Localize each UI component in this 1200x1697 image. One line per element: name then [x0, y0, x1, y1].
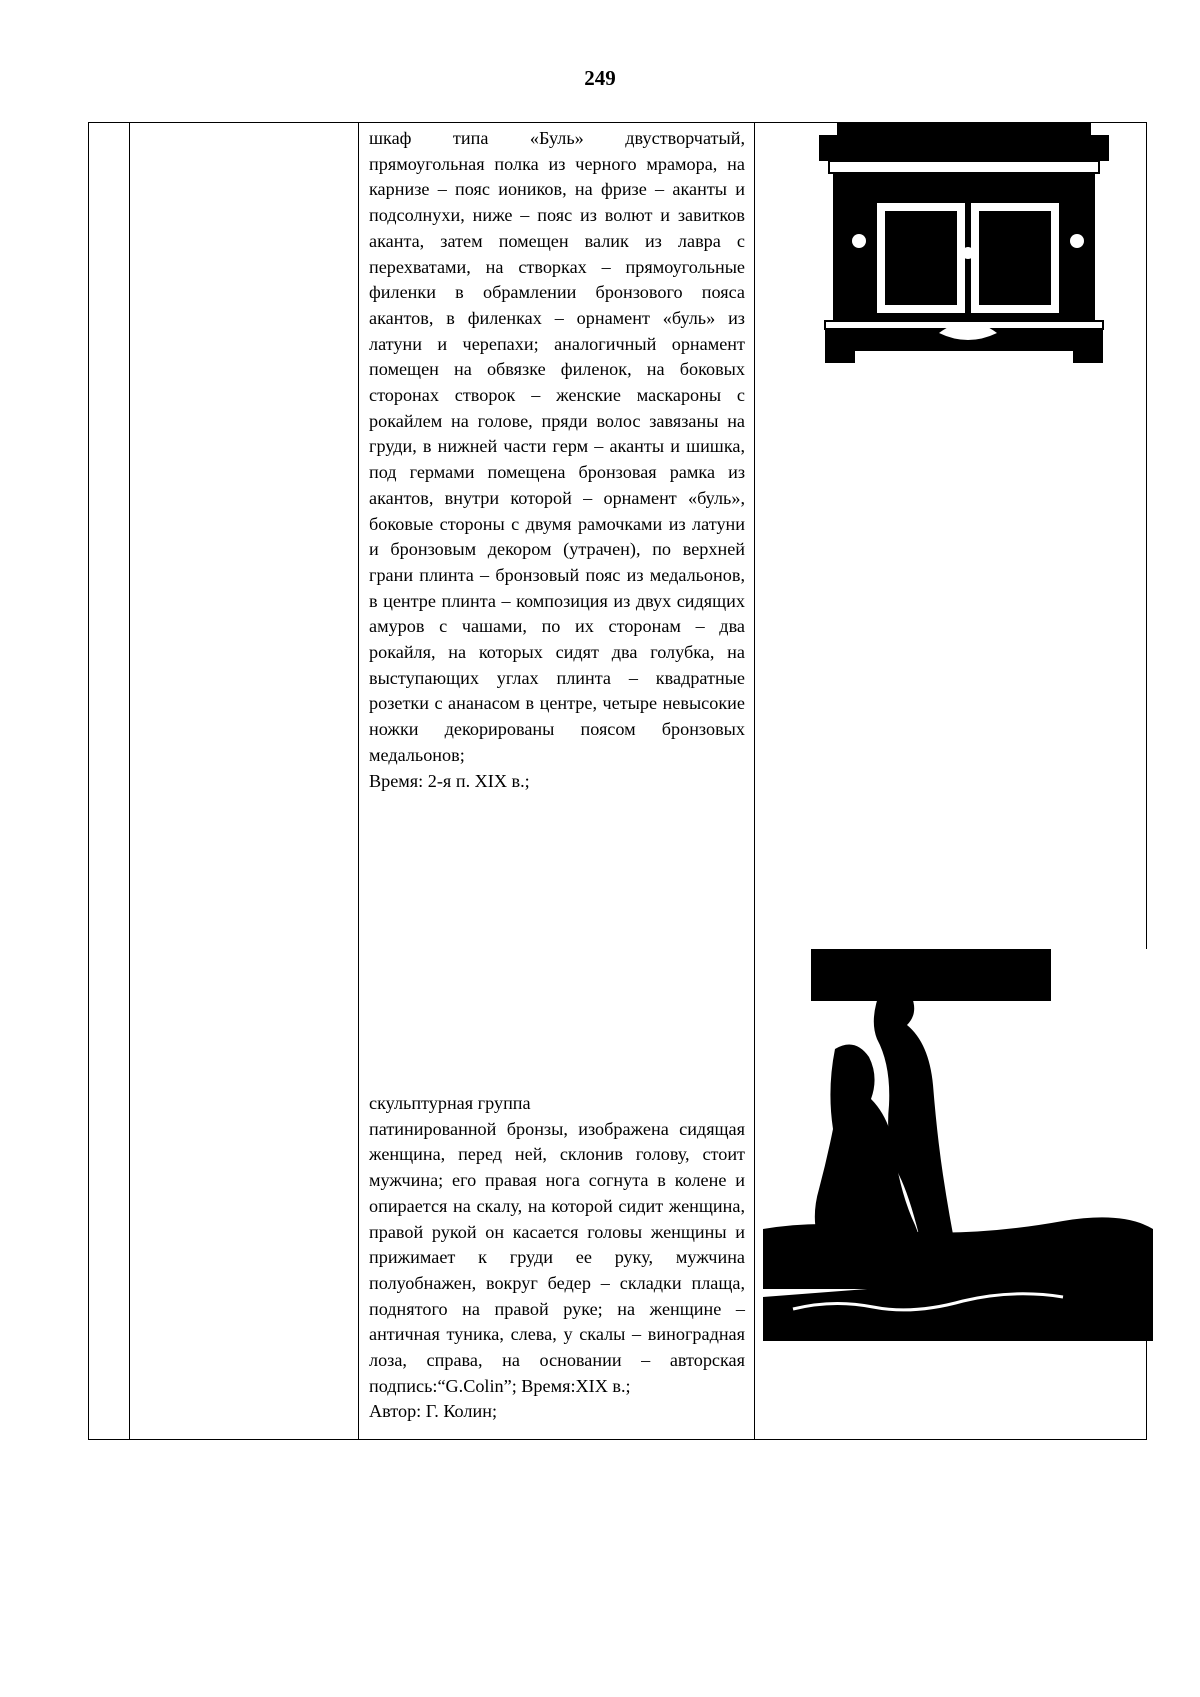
sculpture-title: скульптурная группа: [369, 1093, 531, 1113]
sculpture-entry: [369, 1091, 745, 1425]
name-cell: [130, 123, 359, 1440]
cabinet-entry: [369, 126, 745, 794]
page-number: 249: [584, 66, 616, 90]
inventory-table: [88, 122, 1147, 1440]
table-row: [89, 123, 1147, 1440]
cabinet-time: Время: 2-я п. XIX в.;: [369, 770, 530, 791]
cabinet-description: шкаф типа «Буль» двустворчатый, прямоугольная полка из черного мрамора, на карнизе – пояс иоников, на фризе – аканты и подсолнухи, ниже – пояс из волют и завитков аканта, затем помещен валик из лавра с перехватами, на створках – прямоугольные филенки в обрамлении бронзового пояса акантов, в филенках – орнамент «буль» из латуни и черепахи; аналогичный орнамент помещен на обвязке филенок, на боковых сторонах створок – женские маскароны с рокайлем на голове, пряди волос завязаны на груди, в нижней части герм – аканты и шишка, под гермами помещена бронзовая рамка из акантов, внутри которой – орнамент «буль», боковые стороны с двумя рамочками из латуни и бронзовым декором (утрачен), по верхней грани плинта – бронзовый пояс из медальонов, в центре плинта – композиция из двух сидящих амуров с чашами, по их сторонам – два рокайля, на которых сидят два голубка, на выступающих углах плинта – квадратные розетки с ананасом в центре, четыре невысокие ножки декорированы поясом бронзовых медальонов;: [369, 128, 745, 765]
sculpture-description: патинированной бронзы, изображена сидящая женщина, перед ней, склонив голову, стоит мужчина; его правая нога согнута в колене и опирается на скалу, на которой сидит женщина, правой рукой он касается головы женщины и прижимает к груди ее руку, мужчина полуобнажен, вокруг бедер – складки плаща, поднятого на правой руке; на женщине – античная туника, слева, у скалы – виноградная лоза, справа, на основании – авторская подпись:“G.Colin”; Время:XIX в.;: [369, 1118, 745, 1396]
number-cell: [89, 123, 130, 1440]
sculpture-photo: [763, 949, 1153, 1341]
image-cell: [755, 123, 1147, 1440]
cabinet-photo: [819, 123, 1109, 363]
sculpture-author: Автор: Г. Колин;: [369, 1401, 497, 1422]
description-cell: [359, 123, 755, 1440]
